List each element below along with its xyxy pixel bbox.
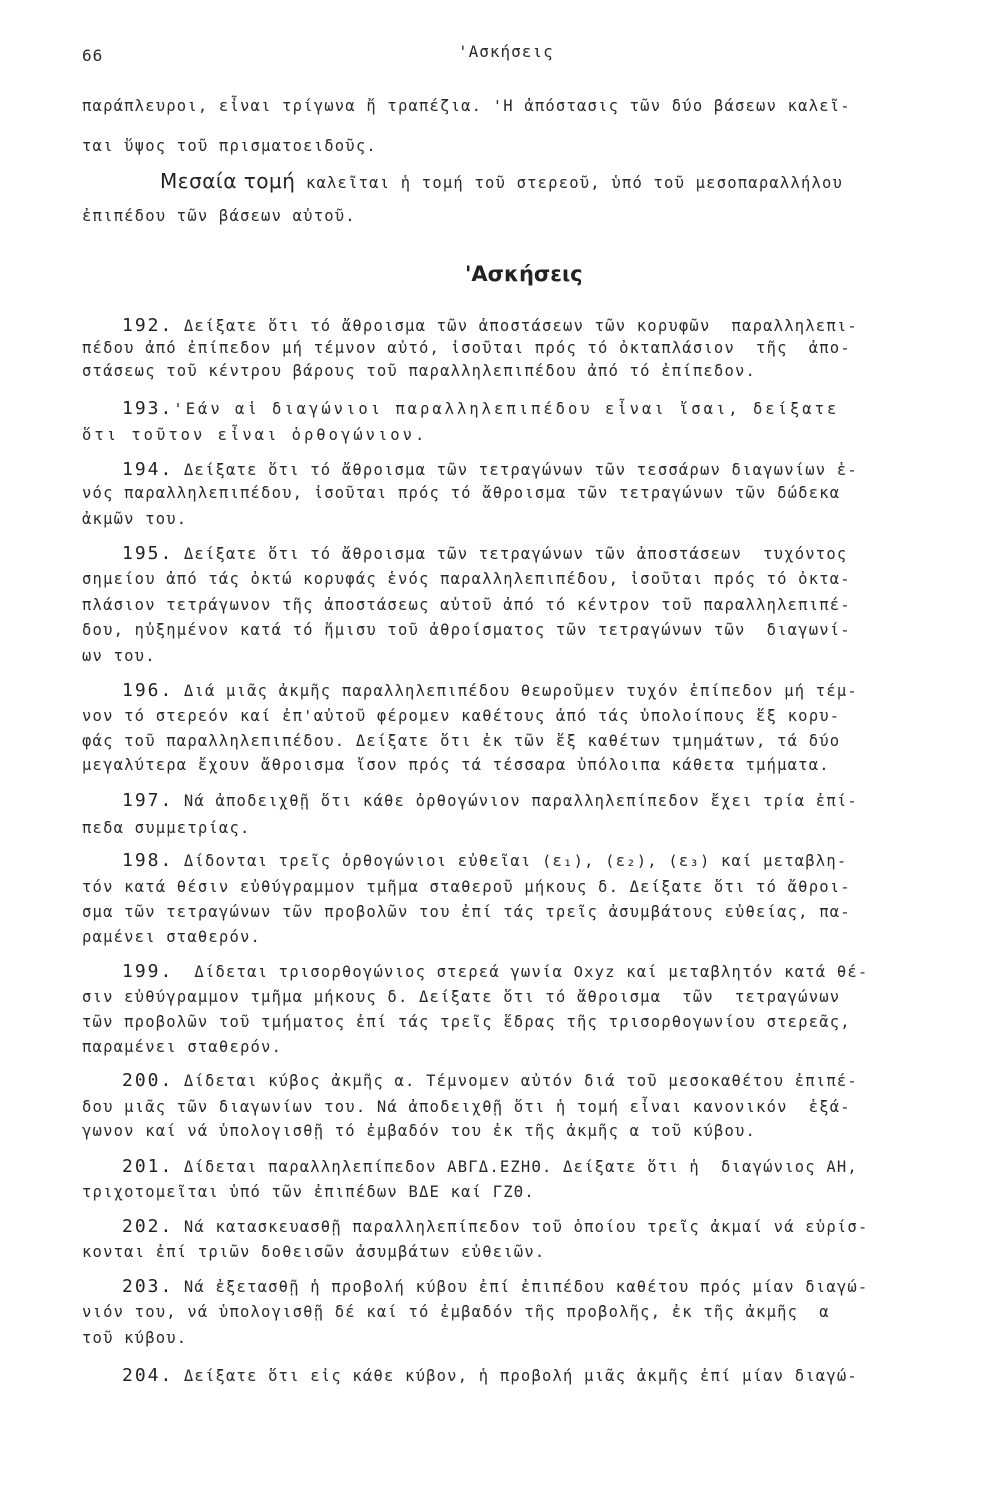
exercise-number: 195.: [122, 543, 174, 564]
exercise-text: Διά μιᾶς ἀκμῆς παραλληλεπιπέδου θεωροῦμεν τυχόν ἐπίπεδον μή τέμ-: [173, 682, 858, 700]
exercise-number: 197.: [122, 790, 174, 811]
exercise-line: πέδου ἀπό ἐπίπεδον μή τέμνον αὐτό, ἰσοῦται πρός τό ὀκταπλάσιον τῆς ἀπο-: [82, 339, 851, 357]
exercise-line: γωνον καί νά ὑπολογισθῇ τό ἐμβαδόν του ἐκ τῆς ἀκμῆς α τοῦ κύβου.: [82, 1122, 757, 1140]
exercise-text: Δείξατε ὅτι τό ἄθροισμα τῶν τετραγώνων τῶν τεσσάρων διαγωνίων ἑ-: [173, 461, 858, 479]
exercise-193: [122, 398, 839, 420]
exercise-line: πεδα συμμετρίας.: [82, 819, 251, 837]
exercise-number: 198.: [122, 850, 174, 871]
exercise-line: δου μιᾶς τῶν διαγωνίων του. Νά ἀποδειχθῇ ὅτι ἡ τομή εἶναι κανονικόν ἑξά-: [82, 1098, 851, 1116]
intro-line: [160, 170, 843, 194]
exercise-line: τῶν προβολῶν τοῦ τμήματος ἐπί τάς τρεῖς ἕδρας τῆς τρισορθογωνίου στερεᾶς,: [82, 1013, 851, 1031]
exercise-line: φάς τοῦ παραλληλεπιπέδου. Δείξατε ὅτι ἐκ τῶν ἕξ καθέτων τμημάτων, τά δύο: [82, 732, 841, 750]
exercise-line: ων του.: [82, 647, 156, 665]
exercise-line: μεγαλύτερα ἔχουν ἄθροισμα ἴσον πρός τά τέσσαρα ὑπόλοιπα κάθετα τμήματα.: [82, 756, 830, 774]
exercise-text: Δείξατε ὅτι τό ἄθροισμα τῶν ἀποστάσεων τῶν κορυφῶν παραλληλεπι-: [173, 317, 858, 335]
exercise-text: Δίδεται κύβος ἀκμῆς α. Τέμνομεν αὐτόν διά τοῦ μεσοκαθέτου ἐπιπέ-: [173, 1072, 858, 1090]
exercise-number: 200.: [122, 1070, 174, 1091]
exercise-number: 204.: [122, 1365, 174, 1386]
exercise-202: [122, 1216, 868, 1238]
exercise-line: τριχοτομεῖται ὑπό τῶν ἐπιπέδων ΒΔΕ καί ΓΖΘ.: [82, 1183, 535, 1201]
exercise-number: 199.: [122, 961, 174, 982]
exercise-195: [122, 543, 847, 565]
exercise-197: [122, 790, 858, 812]
exercise-text: Νά ἀποδειχθῇ ὅτι κάθε ὀρθογώνιον παραλληλεπίπεδον ἔχει τρία ἐπί-: [173, 792, 858, 810]
exercise-number: 203.: [122, 1276, 174, 1297]
exercise-line: στάσεως τοῦ κέντρου βάρους τοῦ παραλληλεπιπέδου ἀπό τό ἐπίπεδον.: [82, 362, 757, 380]
exercise-number: 196.: [122, 680, 174, 701]
intro-line: ἐπιπέδου τῶν βάσεων αὐτοῦ.: [82, 207, 356, 225]
exercise-line: πλάσιον τετράγωνον τῆς ἀποστάσεως αὐτοῦ ἀπό τό κέντρον τοῦ παραλληλεπιπέ-: [82, 596, 851, 614]
exercise-198: [122, 850, 847, 872]
exercise-text: Δείξατε ὅτι εἰς κάθε κύβον, ἡ προβολή μιᾶς ἀκμῆς ἐπί μίαν διαγώ-: [173, 1367, 858, 1385]
exercise-204: [122, 1365, 858, 1387]
exercise-196: [122, 680, 858, 702]
intro-line: ται ὕψος τοῦ πρισματοειδοῦς.: [82, 137, 377, 155]
exercise-line: ὅτι τοῦτον εἶναι ὀρθογώνιον.: [82, 426, 428, 444]
exercise-199: [122, 961, 868, 983]
exercise-line: σημείου ἀπό τάς ὀκτώ κορυφάς ἑνός παραλληλεπιπέδου, ἰσοῦται πρός τό ὀκτα-: [82, 570, 851, 588]
exercise-line: νός παραλληλεπιπέδου, ἰσοῦται πρός τό ἄθροισμα τῶν τετραγώνων τῶν δώδεκα: [82, 484, 841, 502]
exercise-line: νιόν του, νά ὑπολογισθῇ δέ καί τό ἐμβαδόν τῆς προβολῆς, ἐκ τῆς ἀκμῆς α: [82, 1303, 830, 1321]
exercise-line: τοῦ κύβου.: [82, 1329, 188, 1347]
exercise-text: 'Εάν αἱ διαγώνιοι παραλληλεπιπέδου εἶναι ἴσαι, δείξατε: [173, 400, 840, 418]
exercise-text: Νά κατασκευασθῇ παραλληλεπίπεδον τοῦ ὁποίου τρεῖς ἀκμαί νά εὑρίσ-: [173, 1218, 869, 1236]
exercise-text: Δίδονται τρεῖς ὀρθογώνιοι εὐθεῖαι (ε₁), (ε₂), (ε₃) καί μεταβλη-: [173, 852, 848, 870]
exercise-203: [122, 1276, 868, 1298]
exercise-text: Δίδεται παραλληλεπίπεδον ΑΒΓΔ.ΕΖΗΘ. Δείξατε ὅτι ἡ διαγώνιος ΑΗ,: [173, 1158, 858, 1176]
exercise-line: κονται ἐπί τριῶν δοθεισῶν ἀσυμβάτων εὐθειῶν.: [82, 1243, 546, 1261]
intro-line-rest: καλεῖται ἡ τομή τοῦ στερεοῦ, ὑπό τοῦ μεσοπαραλλήλου: [295, 174, 844, 192]
defined-term: Μεσαία τομή: [160, 169, 296, 193]
exercise-number: 192.: [122, 315, 174, 336]
exercise-200: [122, 1070, 858, 1092]
exercise-number: 202.: [122, 1216, 174, 1237]
exercise-text: Δίδεται τρισορθογώνιος στερεά γωνία Oxyz καί μεταβλητόν κατά θέ-: [173, 963, 869, 981]
exercise-line: τόν κατά θέσιν εὐθύγραμμον τμῆμα σταθεροῦ μήκους δ. Δείξατε ὅτι τό ἄθροι-: [82, 878, 851, 896]
exercise-194: [122, 459, 858, 481]
exercise-line: νον τό στερεόν καί ἐπ'αὐτοῦ φέρομεν καθέτους ἀπό τάς ὑπολοίπους ἕξ κορυ-: [82, 707, 841, 725]
intro-line: παράπλευροι, εἶναι τρίγωνα ἤ τραπέζια. 'Η ἀπόστασις τῶν δύο βάσεων καλεῖ-: [82, 97, 851, 115]
exercise-line: παραμένει σταθερόν.: [82, 1038, 283, 1056]
exercise-text: Νά ἐξετασθῇ ἡ προβολή κύβου ἐπί ἐπιπέδου καθέτου πρός μίαν διαγώ-: [173, 1278, 869, 1296]
exercise-text: Δείξατε ὅτι τό ἄθροισμα τῶν τετραγώνων τῶν ἀποστάσεων τυχόντος: [173, 545, 848, 563]
exercise-number: 201.: [122, 1156, 174, 1177]
exercise-line: δου, ηὐξημένον κατά τό ἥμισυ τοῦ ἀθροίσματος τῶν τετραγώνων τῶν διαγωνί-: [82, 621, 851, 639]
exercise-number: 194.: [122, 459, 174, 480]
exercise-line: ἀκμῶν του.: [82, 510, 188, 528]
exercise-201: [122, 1156, 858, 1178]
exercise-number: 193.: [122, 398, 174, 419]
page-number: 66: [82, 46, 104, 65]
exercise-line: σιν εὐθύγραμμον τμῆμα μήκους δ. Δείξατε ὅτι τό ἄθροισμα τῶν τετραγώνων: [82, 988, 841, 1006]
running-title: 'Ασκήσεις: [458, 42, 554, 61]
exercise-line: σμα τῶν τετραγώνων τῶν προβολῶν του ἐπί τάς τρεῖς ἀσυμβάτους εὐθείας, πα-: [82, 903, 851, 921]
exercise-line: ραμένει σταθερόν.: [82, 928, 262, 946]
exercise-192: [122, 315, 858, 337]
section-title: 'Ασκήσεις: [465, 262, 583, 286]
